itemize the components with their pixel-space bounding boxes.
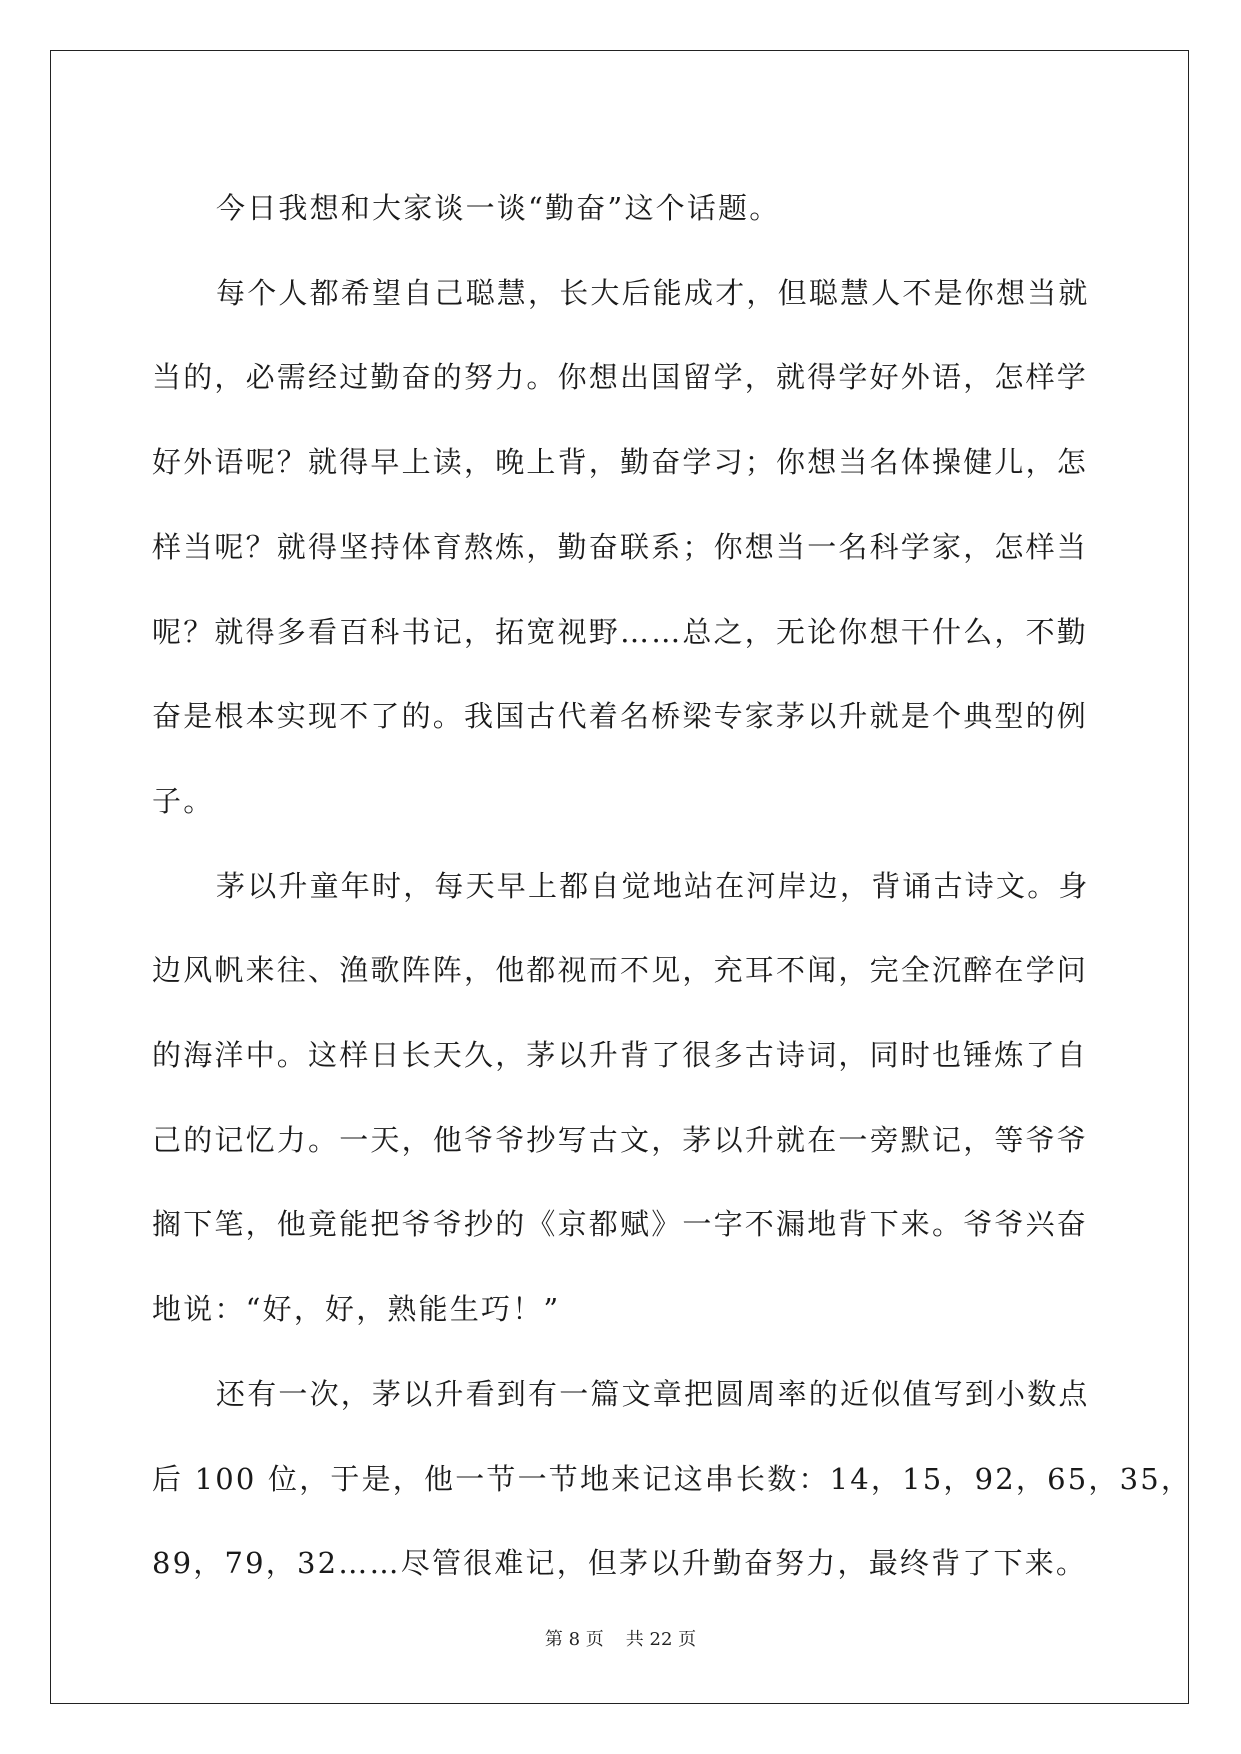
paragraph-line: 样当呢？就得坚持体育熬炼，勤奋联系；你想当一名科学家，怎样当 — [152, 529, 1089, 564]
paragraph-line: 地说：“好，好，熟能生巧！” — [152, 1292, 561, 1327]
paragraph-line: 子。 — [152, 783, 215, 818]
paragraph-line: 的海洋中。这样日长天久，茅以升背了很多古诗词，同时也锤炼了自 — [152, 1038, 1089, 1073]
page-total: 共 22 页 — [625, 1629, 697, 1650]
paragraph-line: 还有一次，茅以升看到有一篇文章把圆周率的近似值写到小数点 — [216, 1376, 1090, 1411]
page-footer — [0, 1628, 1241, 1652]
paragraph-line: 搁下笔，他竟能把爷爷抄的《京都赋》一字不漏地背下来。爷爷兴奋 — [152, 1207, 1089, 1242]
paragraph-line: 己的记忆力。一天，他爷爷抄写古文，茅以升就在一旁默记，等爷爷 — [152, 1122, 1089, 1157]
document-body — [152, 166, 1193, 1606]
paragraph-line: 好外语呢？就得早上读，晚上背，勤奋学习；你想当名体操健儿，怎 — [152, 445, 1089, 480]
paragraph-line: 89，79，32……尽管很难记，但茅以升勤奋努力，最终背了下来。 — [152, 1546, 1088, 1581]
paragraph-line: 奋是根本实现不了的。我国古代着名桥梁专家茅以升就是个典型的例 — [152, 699, 1089, 734]
paragraph-line: 当的，必需经过勤奋的努力。你想出国留学，就得学好外语，怎样学 — [152, 360, 1089, 395]
paragraph-line: 每个人都希望自己聪慧，长大后能成才，但聪慧人不是你想当就 — [216, 275, 1090, 310]
paragraph-line: 边风帆来往、渔歌阵阵，他都视而不见，充耳不闻，完全沉醉在学问 — [152, 953, 1089, 988]
paragraph-line: 后 100 位，于是，他一节一节地来记这串长数：14，15，92，65，35， — [152, 1461, 1193, 1496]
page-number: 第 8 页 — [544, 1629, 604, 1650]
paragraph-line: 茅以升童年时，每天早上都自觉地站在河岸边，背诵古诗文。身 — [216, 868, 1090, 903]
paragraph-line: 今日我想和大家谈一谈“勤奋”这个话题。 — [216, 191, 781, 225]
paragraph-line: 呢？就得多看百科书记，拓宽视野……总之，无论你想干什么，不勤 — [152, 614, 1089, 649]
